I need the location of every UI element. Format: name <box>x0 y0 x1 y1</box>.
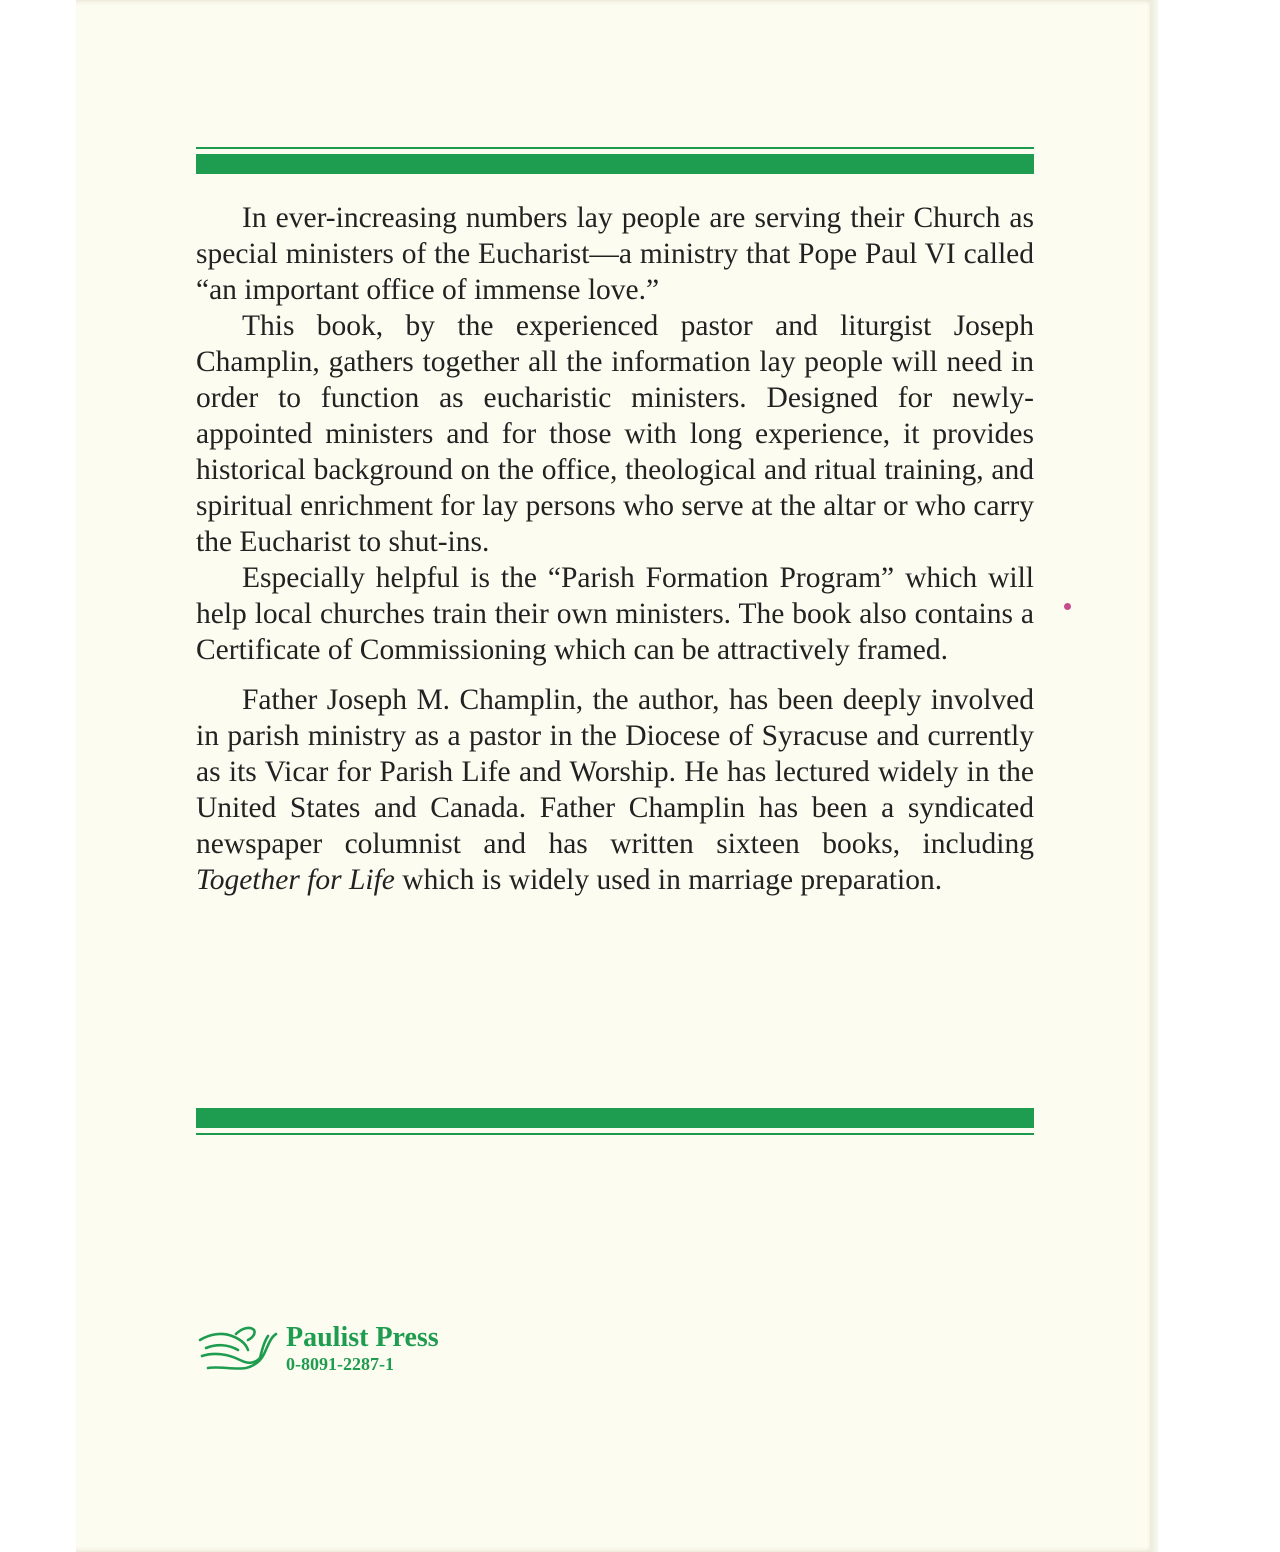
description-paragraph-3: Especially helpful is the “Parish Formation Program” which will help local churches train their own ministers. The book also contains a Certificate of Commissioning which can be attractively framed. <box>196 562 1034 666</box>
print-speck <box>1064 603 1071 610</box>
book-title-reference: Together for Life <box>196 864 395 896</box>
author-bio-paragraph <box>196 682 1034 898</box>
author-bio-text: Father Joseph M. Champlin, the author, has been deeply involved in parish ministry as a pastor in the Diocese of Syracuse and currently as its Vicar for Parish Life and Worship. He has lectured widely in the United States and Canada. Father Champlin has been a syndicated newspaper columnist and has written sixteen books, including <box>196 684 1034 860</box>
blurb-text <box>196 200 1034 898</box>
description-paragraph-1: In ever-increasing numbers lay people are serving their Church as special ministers of the Eucharist—a ministry that Pope Paul VI called “an important office of immense love.” <box>196 202 1034 306</box>
cover-edge <box>1150 0 1158 1552</box>
description-paragraph-2: This book, by the experienced pastor and liturgist Joseph Champlin, gathers together all the information lay people will need in order to function as eucharistic ministers. Designed for newly-appointed ministers and for those with long experience, it provides historical background on the office, theological and ritual training, and spiritual enrichment for lay persons who serve at the altar or who carry the Eucharist to shut-ins. <box>196 310 1034 558</box>
bottom-rule-thick-band <box>196 1108 1034 1128</box>
top-green-rule <box>196 147 1034 174</box>
author-bio-text-end: which is widely used in marriage preparation. <box>402 864 943 896</box>
publisher-name: Paulist Press <box>286 1322 439 1353</box>
publisher-imprint <box>196 1318 516 1378</box>
isbn-number: 0-8091-2287-1 <box>286 1354 394 1374</box>
bottom-green-rule <box>196 1108 1034 1135</box>
top-rule-thin-line <box>196 147 1034 149</box>
dove-icon <box>196 1320 280 1376</box>
bottom-rule-thin-line <box>196 1133 1034 1135</box>
top-rule-thick-band <box>196 154 1034 174</box>
